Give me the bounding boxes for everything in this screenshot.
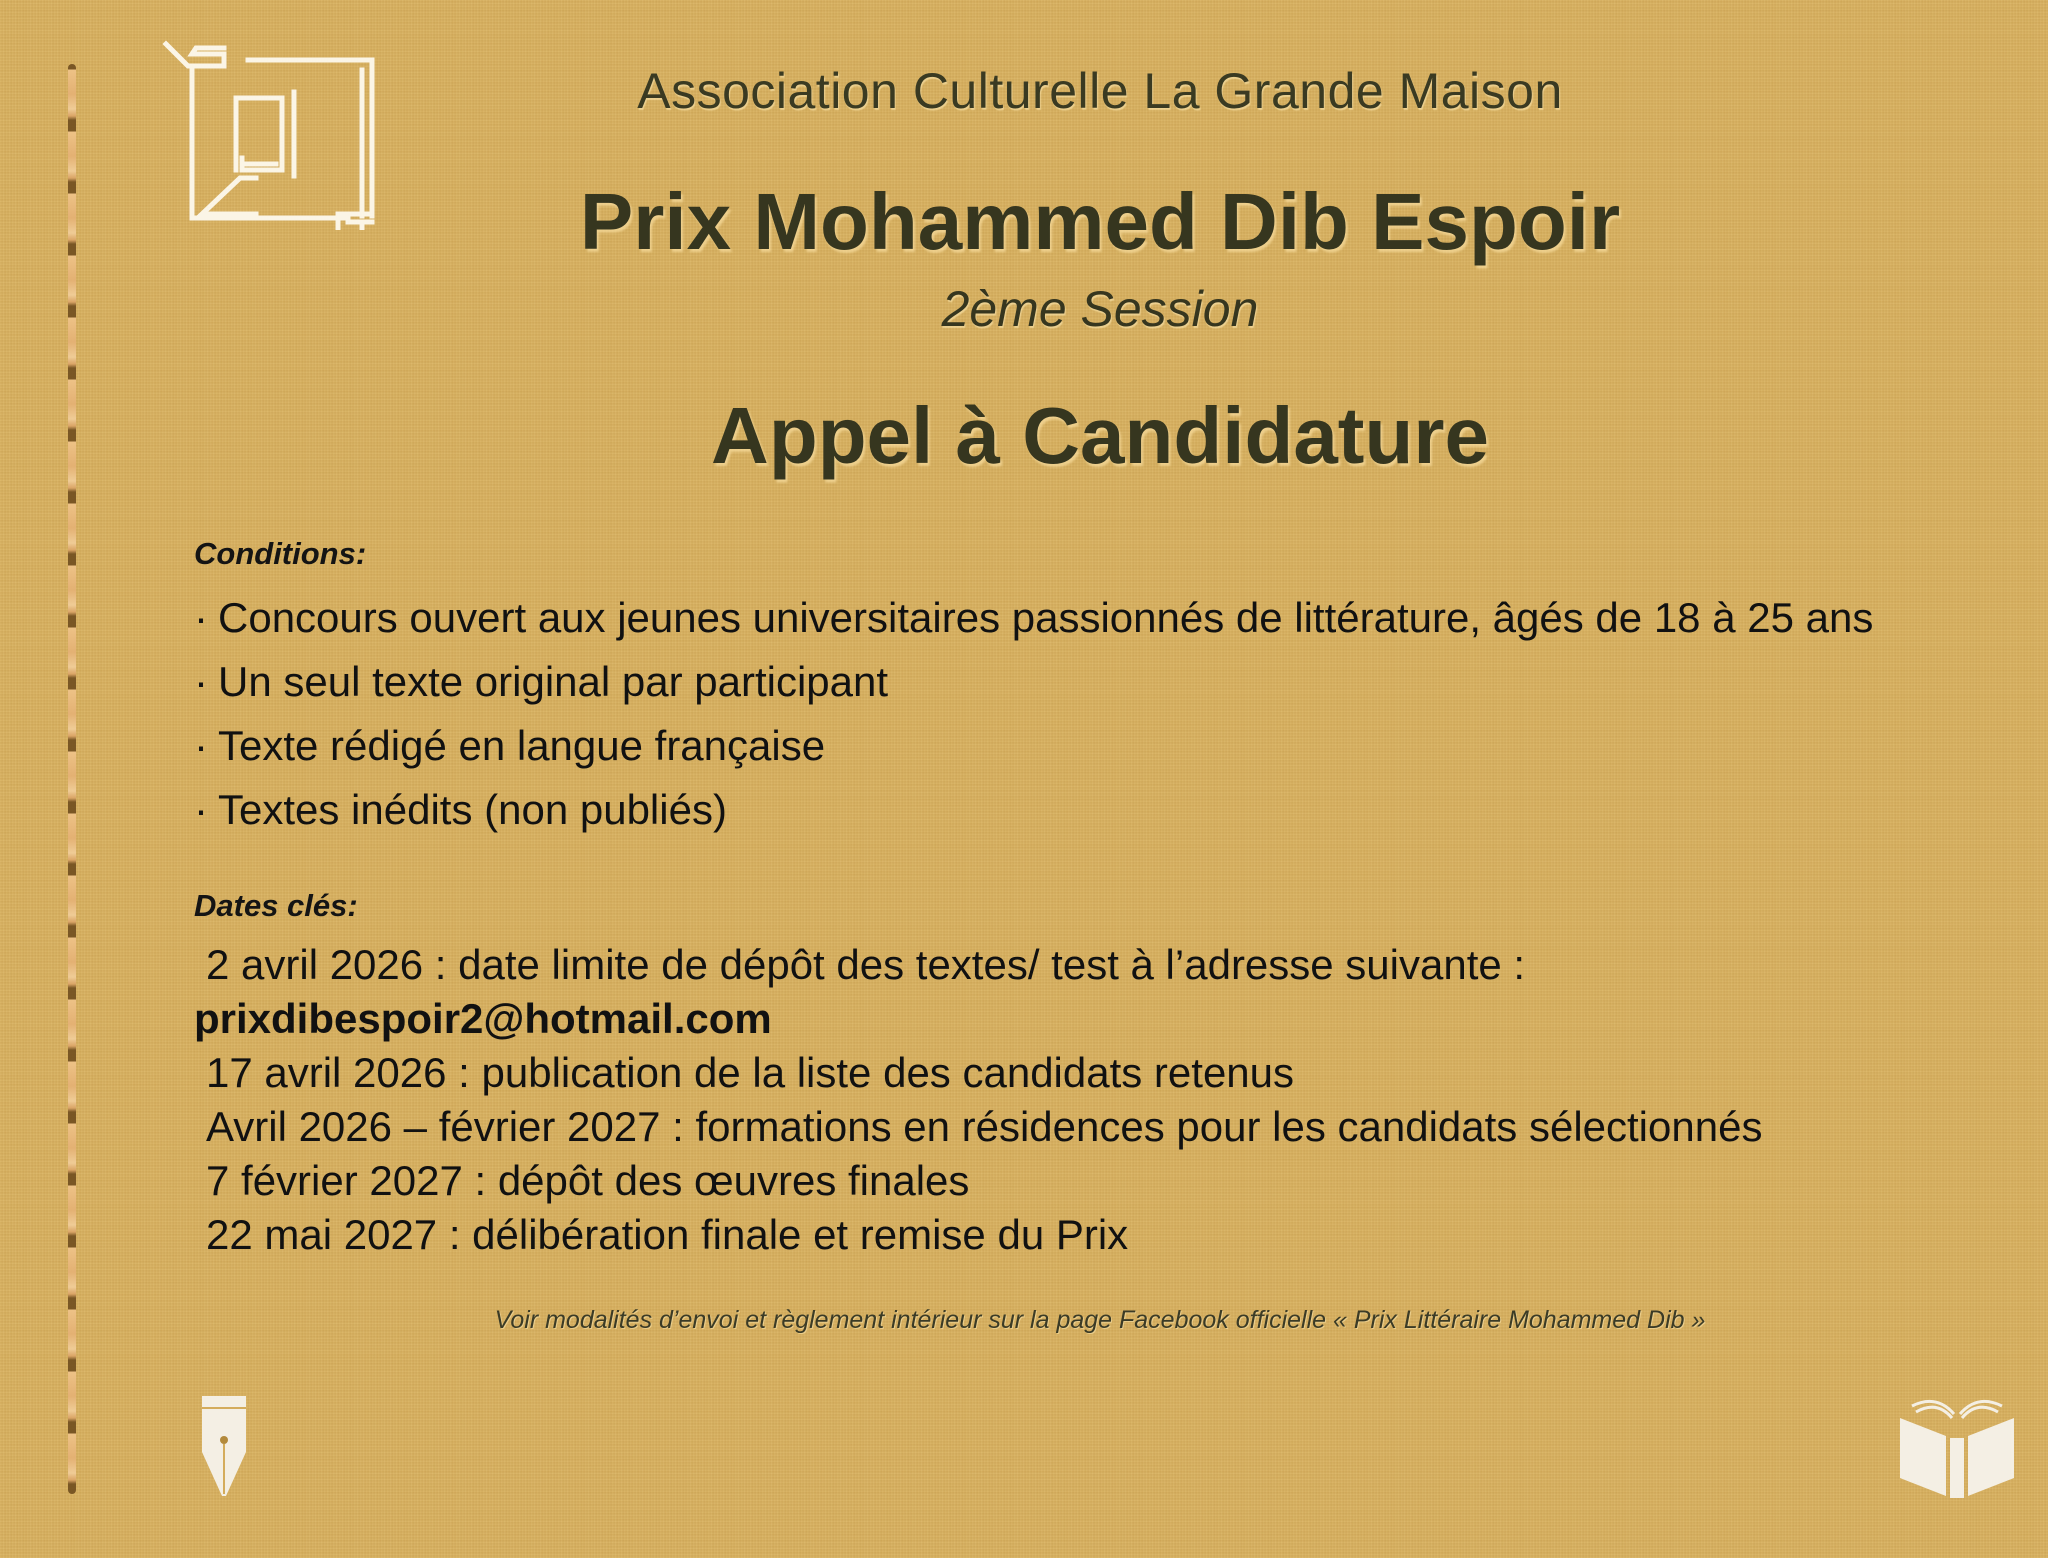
prize-title: Prix Mohammed Dib Espoir [579, 177, 1621, 266]
open-book-icon [1898, 1392, 2016, 1500]
bullet-icon: · [194, 594, 208, 641]
condition-item: · Texte rédigé en langue française [194, 722, 826, 769]
date-item: 17 avril 2026 : publication de la liste des candidats retenus [206, 1049, 1295, 1096]
fountain-pen-nib-icon [200, 1392, 248, 1498]
organization-name: Association Culturelle La Grande Maison [637, 63, 1563, 119]
key-dates-list [194, 938, 1762, 1262]
condition-item: · Concours ouvert aux jeunes universitaires passionnés de littérature, âgés de 18 à 25 ans [194, 594, 1874, 641]
bullet-icon: · [194, 658, 208, 705]
stitch-decoration [68, 64, 76, 1494]
date-item: 2 avril 2026 : date limite de dépôt des textes/ test à l’adresse suivante : [206, 941, 1526, 988]
bullet-icon: · [194, 722, 208, 769]
conditions-list [194, 586, 1873, 842]
condition-item: · Un seul texte original par participant [194, 658, 889, 705]
bullet-icon: · [194, 786, 208, 833]
dates-label: Dates clés: [194, 888, 358, 923]
session-subtitle: 2ème Session [941, 281, 1259, 337]
contact-email-link[interactable]: prixdibespoir2@hotmail.com [194, 995, 772, 1042]
date-item: 22 mai 2027 : délibération finale et remise du Prix [206, 1211, 1129, 1258]
conditions-label: Conditions: [194, 536, 367, 571]
call-heading: Appel à Candidature [711, 391, 1489, 480]
condition-item: · Textes inédits (non publiés) [194, 786, 727, 833]
footnote: Voir modalités d’envoi et règlement intérieur sur la page Facebook officielle « Prix Littéraire Mohammed Dib » [494, 1306, 1706, 1334]
date-item: 7 février 2027 : dépôt des œuvres finales [206, 1157, 970, 1204]
date-item: Avril 2026 – février 2027 : formations en résidences pour les candidats sélectionnés [206, 1103, 1763, 1150]
